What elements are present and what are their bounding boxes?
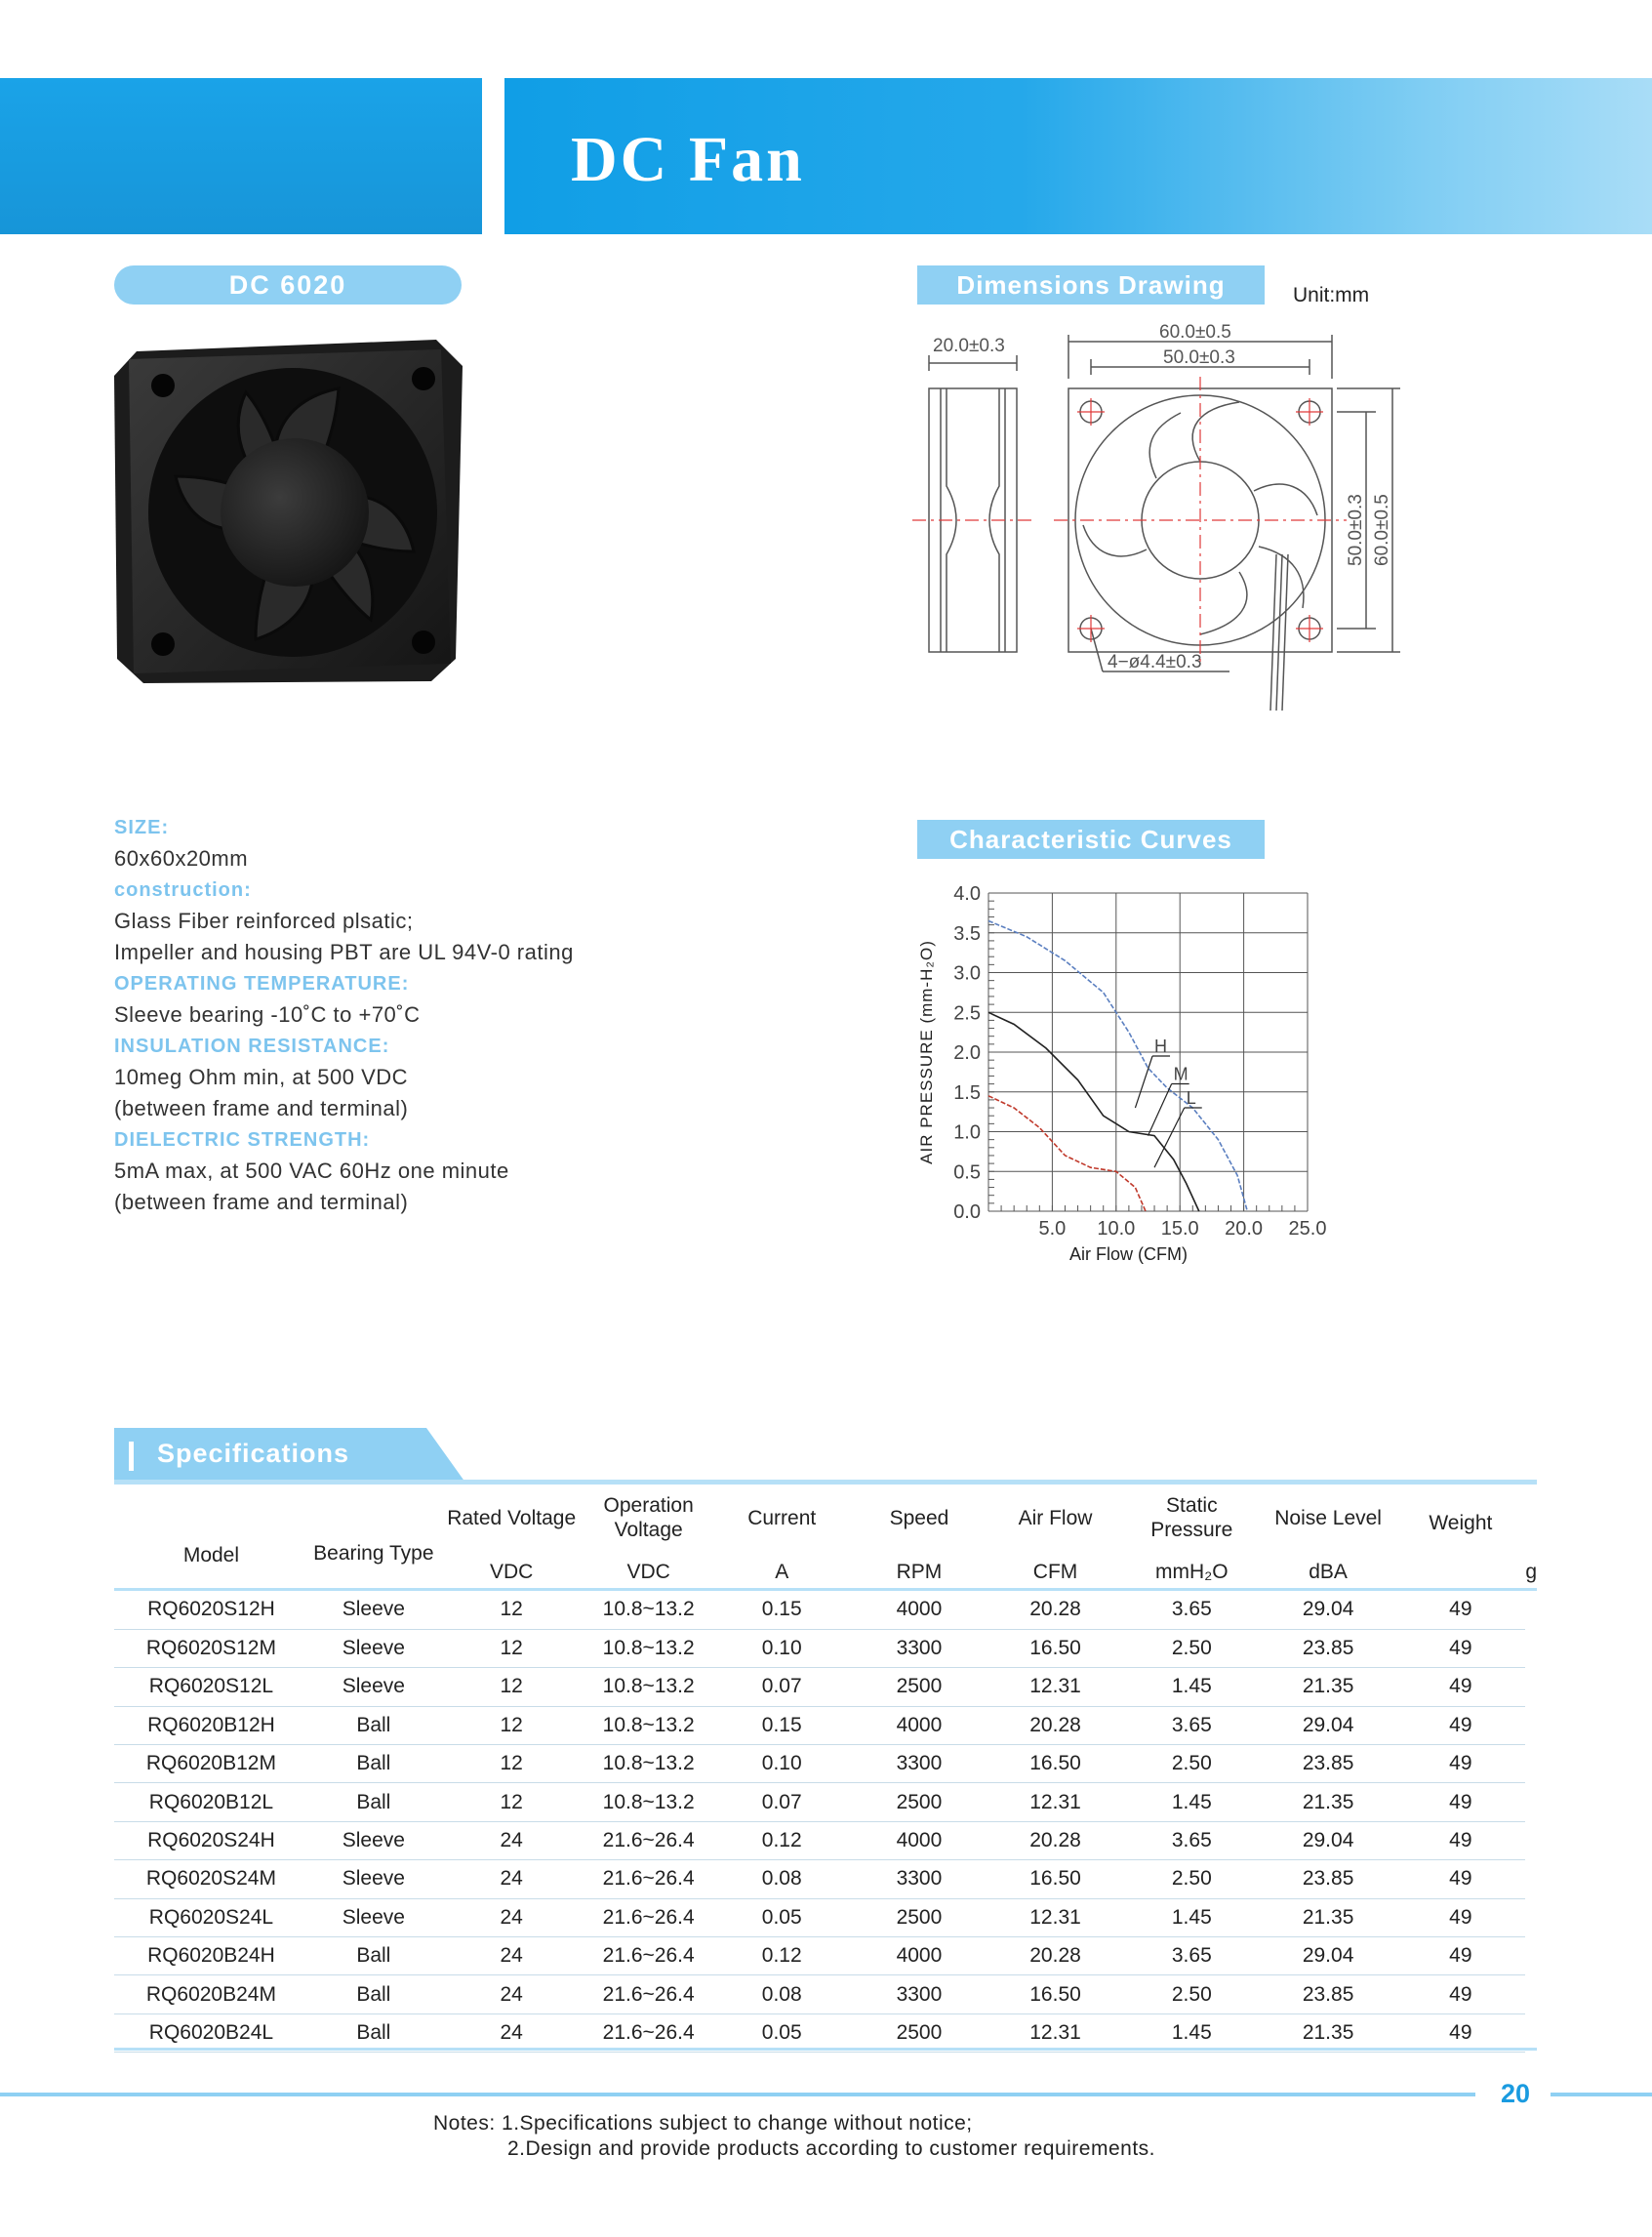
table-cell: 21.6~26.4 xyxy=(584,1898,712,1936)
series-label-h: H xyxy=(1154,1037,1168,1056)
table-cell: 0.10 xyxy=(713,1629,851,1667)
table-cell: Sleeve xyxy=(308,1591,439,1629)
section-characteristic-curves: Characteristic Curves xyxy=(917,820,1265,859)
table-cell: RQ6020B24H xyxy=(114,1937,308,1975)
table-row xyxy=(114,1706,1537,1744)
table-cell: Ball xyxy=(308,1745,439,1783)
table-cell: 3300 xyxy=(851,1745,988,1783)
feature-label: OPERATING TEMPERATURE: xyxy=(114,973,410,995)
table-cell: RQ6020S24H xyxy=(114,1821,308,1859)
table-row xyxy=(114,1629,1537,1667)
table-cell: 21.35 xyxy=(1261,1783,1396,1821)
table-cell: 12.31 xyxy=(987,1668,1123,1706)
dim-depth: 20.0±0.3 xyxy=(933,336,1005,356)
table-cell: 3.65 xyxy=(1123,1937,1261,1975)
table-cell: 24 xyxy=(439,1821,584,1859)
x-tick-label: 5.0 xyxy=(1038,1218,1067,1240)
footer-notes xyxy=(433,2111,1155,2162)
characteristic-curves-chart xyxy=(907,874,1337,1274)
feature-label: INSULATION RESISTANCE: xyxy=(114,1036,390,1057)
feature-label: construction: xyxy=(114,879,252,901)
page-title: DC Fan xyxy=(571,124,805,195)
feature-value: Impeller and housing PBT are UL 94V-0 rating xyxy=(114,940,574,964)
table-cell: 49 xyxy=(1395,1591,1525,1629)
table-cell: RQ6020B12M xyxy=(114,1745,308,1783)
table-cell: Sleeve xyxy=(308,1860,439,1898)
unit-label: Unit:mm xyxy=(1293,284,1370,306)
table-cell: 21.35 xyxy=(1261,1898,1396,1936)
page-number: 20 xyxy=(1500,2079,1531,2108)
table-cell: 1.45 xyxy=(1123,1783,1261,1821)
table-cell: 0.08 xyxy=(713,1860,851,1898)
table-cell: RQ6020B12L xyxy=(114,1783,308,1821)
table-cell: 1.45 xyxy=(1123,1668,1261,1706)
specifications-table xyxy=(114,1482,1537,2053)
footer-rule-right xyxy=(1551,2093,1652,2096)
table-cell: 0.12 xyxy=(713,1937,851,1975)
table-cell: 23.85 xyxy=(1261,1629,1396,1667)
table-cell: 4000 xyxy=(851,1937,988,1975)
x-tick-label: 20.0 xyxy=(1225,1218,1264,1240)
table-cell: 16.50 xyxy=(987,1629,1123,1667)
x-tick-label: 15.0 xyxy=(1160,1218,1199,1240)
specifications-marker xyxy=(129,1442,134,1471)
x-tick-label: 25.0 xyxy=(1288,1218,1327,1240)
table-cell: 49 xyxy=(1395,1668,1525,1706)
table-cell: 0.12 xyxy=(713,1821,851,1859)
y-tick-label: 4.0 xyxy=(953,883,981,905)
table-row xyxy=(114,1821,1537,1859)
dim-height-inner: 50.0±0.3 xyxy=(1346,494,1366,566)
table-cell: 3300 xyxy=(851,1975,988,2013)
specifications-title: Specifications xyxy=(157,1439,350,1468)
y-tick-label: 0.5 xyxy=(953,1161,981,1184)
series-line-l xyxy=(988,1096,1146,1211)
table-cell: RQ6020S12H xyxy=(114,1591,308,1629)
column-header: Current xyxy=(747,1506,817,1529)
note-1: Notes: 1.Specifications subject to change without notice; xyxy=(433,2112,973,2135)
series-label-m: M xyxy=(1173,1064,1189,1084)
table-cell: 23.85 xyxy=(1261,1745,1396,1783)
table-cell: 3300 xyxy=(851,1629,988,1667)
table-cell: 29.04 xyxy=(1261,1821,1396,1859)
table-cell: 49 xyxy=(1395,1937,1525,1975)
table-cell: 3300 xyxy=(851,1860,988,1898)
column-header: Air Flow xyxy=(1018,1506,1093,1529)
table-row xyxy=(114,1975,1537,2013)
table-row xyxy=(114,1745,1537,1783)
table-cell: 2500 xyxy=(851,1668,988,1706)
feature-value: 5mA max, at 500 VAC 60Hz one minute xyxy=(114,1159,509,1183)
table-cell: 10.8~13.2 xyxy=(584,1629,712,1667)
table-cell: 10.8~13.2 xyxy=(584,1745,712,1783)
table-cell: Ball xyxy=(308,1783,439,1821)
column-header: Noise Level xyxy=(1274,1506,1382,1529)
table-cell: 20.28 xyxy=(987,1821,1123,1859)
table-cell: 21.6~26.4 xyxy=(584,1821,712,1859)
unit-header: dBA xyxy=(1309,1561,1348,1583)
table-cell: 12 xyxy=(439,1629,584,1667)
y-tick-label: 1.5 xyxy=(953,1081,981,1104)
table-cell: 16.50 xyxy=(987,1745,1123,1783)
feature-value: Glass Fiber reinforced plsatic; xyxy=(114,909,414,933)
x-axis-label: Air Flow (CFM) xyxy=(1069,1244,1188,1264)
features-list xyxy=(114,812,661,1218)
feature-value: 60x60x20mm xyxy=(114,846,249,871)
y-tick-label: 2.5 xyxy=(953,1002,981,1025)
feature-value: 10meg Ohm min, at 500 VDC xyxy=(114,1065,409,1089)
feature-label: DIELECTRIC STRENGTH: xyxy=(114,1129,371,1151)
series-label-l: L xyxy=(1186,1087,1196,1108)
table-cell: 20.28 xyxy=(987,1706,1123,1744)
table-cell: 23.85 xyxy=(1261,1975,1396,2013)
table-cell: Sleeve xyxy=(308,1629,439,1667)
table-cell: 2500 xyxy=(851,1783,988,1821)
feature-value: Sleeve bearing -10˚C to +70˚C xyxy=(114,1002,421,1027)
table-cell: RQ6020S24L xyxy=(114,1898,308,1936)
y-tick-label: 3.5 xyxy=(953,922,981,945)
table-cell: 3.65 xyxy=(1123,1821,1261,1859)
table-cell: 49 xyxy=(1395,1821,1525,1859)
table-cell: Sleeve xyxy=(308,1668,439,1706)
unit-header: A xyxy=(775,1561,789,1583)
table-cell: 49 xyxy=(1395,1745,1525,1783)
table-cell: 2500 xyxy=(851,2013,988,2052)
table-cell: 10.8~13.2 xyxy=(584,1668,712,1706)
table-cell: 23.85 xyxy=(1261,1860,1396,1898)
fan-photo xyxy=(109,332,470,693)
table-cell: Ball xyxy=(308,1937,439,1975)
unit-header: RPM xyxy=(896,1561,943,1583)
dim-holes: 4−ø4.4±0.3 xyxy=(1108,652,1202,672)
table-cell: 4000 xyxy=(851,1821,988,1859)
table-cell: 49 xyxy=(1395,1898,1525,1936)
feature-label: SIZE: xyxy=(114,817,170,838)
table-cell: 20.28 xyxy=(987,1937,1123,1975)
column-header: Operation Voltage xyxy=(603,1494,694,1541)
table-cell: RQ6020S24M xyxy=(114,1860,308,1898)
y-tick-label: 1.0 xyxy=(953,1121,981,1144)
table-cell: 21.6~26.4 xyxy=(584,1860,712,1898)
table-cell: 12 xyxy=(439,1668,584,1706)
table-cell: 12.31 xyxy=(987,1898,1123,1936)
table-cell: 12 xyxy=(439,1745,584,1783)
table-cell: 2500 xyxy=(851,1898,988,1936)
table-cell: 49 xyxy=(1395,1975,1525,2013)
table-cell: 0.05 xyxy=(713,1898,851,1936)
dim-width-inner: 50.0±0.3 xyxy=(1163,347,1235,368)
table-cell: Sleeve xyxy=(308,1821,439,1859)
table-row xyxy=(114,1668,1537,1706)
table-row xyxy=(114,1937,1537,1975)
table-cell: 21.6~26.4 xyxy=(584,1975,712,2013)
series-leader-h xyxy=(1135,1056,1152,1108)
table-cell: 20.28 xyxy=(987,1591,1123,1629)
table-cell: RQ6020B12H xyxy=(114,1706,308,1744)
table-cell: 4000 xyxy=(851,1591,988,1629)
header-band-right xyxy=(504,78,1652,234)
table-cell: 0.08 xyxy=(713,1975,851,2013)
header-band-left xyxy=(0,78,482,234)
table-cell: 1.45 xyxy=(1123,1898,1261,1936)
model-pill: DC 6020 xyxy=(114,265,462,305)
column-header: Bearing Type xyxy=(313,1541,434,1565)
table-cell: 3.65 xyxy=(1123,1591,1261,1629)
table-cell: 12.31 xyxy=(987,1783,1123,1821)
table-cell: 16.50 xyxy=(987,1860,1123,1898)
table-cell: 24 xyxy=(439,1860,584,1898)
table-row xyxy=(114,2013,1537,2052)
dim-height-outer: 60.0±0.5 xyxy=(1372,494,1392,566)
table-cell: 1.45 xyxy=(1123,2013,1261,2052)
table-cell: Sleeve xyxy=(308,1898,439,1936)
side-view xyxy=(929,355,1017,652)
table-cell: 21.35 xyxy=(1261,1668,1396,1706)
table-cell: 49 xyxy=(1395,1783,1525,1821)
table-cell: 21.35 xyxy=(1261,2013,1396,2052)
table-cell: 16.50 xyxy=(987,1975,1123,2013)
column-header: Model xyxy=(182,1543,240,1566)
table-cell: 29.04 xyxy=(1261,1937,1396,1975)
series-line-h xyxy=(988,921,1247,1212)
table-cell: 10.8~13.2 xyxy=(584,1783,712,1821)
table-cell: 0.15 xyxy=(713,1706,851,1744)
table-cell: 24 xyxy=(439,1937,584,1975)
dim-width-outer: 60.0±0.5 xyxy=(1159,322,1231,343)
table-cell: RQ6020B24M xyxy=(114,1975,308,2013)
table-cell: 12 xyxy=(439,1783,584,1821)
table-cell: 10.8~13.2 xyxy=(584,1706,712,1744)
table-cell: RQ6020B24L xyxy=(114,2013,308,2052)
table-row xyxy=(114,1783,1537,1821)
unit-header: CFM xyxy=(1032,1561,1078,1583)
table-cell: 24 xyxy=(439,1975,584,2013)
column-header: Static Pressure xyxy=(1150,1494,1233,1541)
column-header: Rated Voltage xyxy=(447,1506,577,1529)
table-cell: 21.6~26.4 xyxy=(584,2013,712,2052)
table-cell: Ball xyxy=(308,2013,439,2052)
y-tick-label: 2.0 xyxy=(953,1042,981,1064)
table-cell: 29.04 xyxy=(1261,1591,1396,1629)
footer-rule-left xyxy=(0,2093,1475,2096)
table-cell: 0.07 xyxy=(713,1783,851,1821)
feature-value: (between frame and terminal) xyxy=(114,1096,409,1120)
table-cell: 10.8~13.2 xyxy=(584,1591,712,1629)
table-cell: RQ6020S12L xyxy=(114,1668,308,1706)
feature-value: (between frame and terminal) xyxy=(114,1190,409,1214)
table-cell: 49 xyxy=(1395,1629,1525,1667)
table-cell: 49 xyxy=(1395,2013,1525,2052)
unit-header: mmH₂O xyxy=(1154,1561,1229,1583)
table-cell: 29.04 xyxy=(1261,1706,1396,1744)
column-header: Weight xyxy=(1429,1511,1493,1534)
table-row xyxy=(114,1898,1537,1936)
table-cell: 0.15 xyxy=(713,1591,851,1629)
y-axis-label: AIR PRESSURE (mm-H₂O) xyxy=(917,940,936,1164)
table-cell: 12 xyxy=(439,1706,584,1744)
table-row xyxy=(114,1591,1537,1629)
table-cell: 0.05 xyxy=(713,2013,851,2052)
column-header: Speed xyxy=(889,1506,949,1529)
note-2: 2.Design and provide products according to customer requirements. xyxy=(507,2137,1155,2160)
table-cell: 2.50 xyxy=(1123,1745,1261,1783)
y-tick-label: 3.0 xyxy=(953,962,981,985)
table-cell: 12 xyxy=(439,1591,584,1629)
table-cell: 12.31 xyxy=(987,2013,1123,2052)
dimensions-drawing xyxy=(907,320,1415,730)
table-cell: 2.50 xyxy=(1123,1629,1261,1667)
table-cell: 49 xyxy=(1395,1860,1525,1898)
table-cell: Ball xyxy=(308,1975,439,2013)
unit-header: VDC xyxy=(489,1561,534,1583)
specifications-tab-label-wrap xyxy=(114,1428,465,1483)
x-tick-label: 10.0 xyxy=(1097,1218,1136,1240)
table-cell: 21.6~26.4 xyxy=(584,1937,712,1975)
unit-header: VDC xyxy=(626,1561,670,1583)
table-cell: RQ6020S12M xyxy=(114,1629,308,1667)
table-cell: 2.50 xyxy=(1123,1975,1261,2013)
table-row xyxy=(114,1860,1537,1898)
y-tick-label: 0.0 xyxy=(953,1201,981,1223)
table-cell: 0.07 xyxy=(713,1668,851,1706)
table-cell: 24 xyxy=(439,1898,584,1936)
unit-header: g xyxy=(1525,1561,1537,1583)
table-cell: 49 xyxy=(1395,1706,1525,1744)
table-cell: 24 xyxy=(439,2013,584,2052)
table-cell: 3.65 xyxy=(1123,1706,1261,1744)
table-cell: 4000 xyxy=(851,1706,988,1744)
table-cell: 2.50 xyxy=(1123,1860,1261,1898)
table-cell: Ball xyxy=(308,1706,439,1744)
table-cell: 0.10 xyxy=(713,1745,851,1783)
section-dimensions-drawing: Dimensions Drawing xyxy=(917,265,1265,305)
